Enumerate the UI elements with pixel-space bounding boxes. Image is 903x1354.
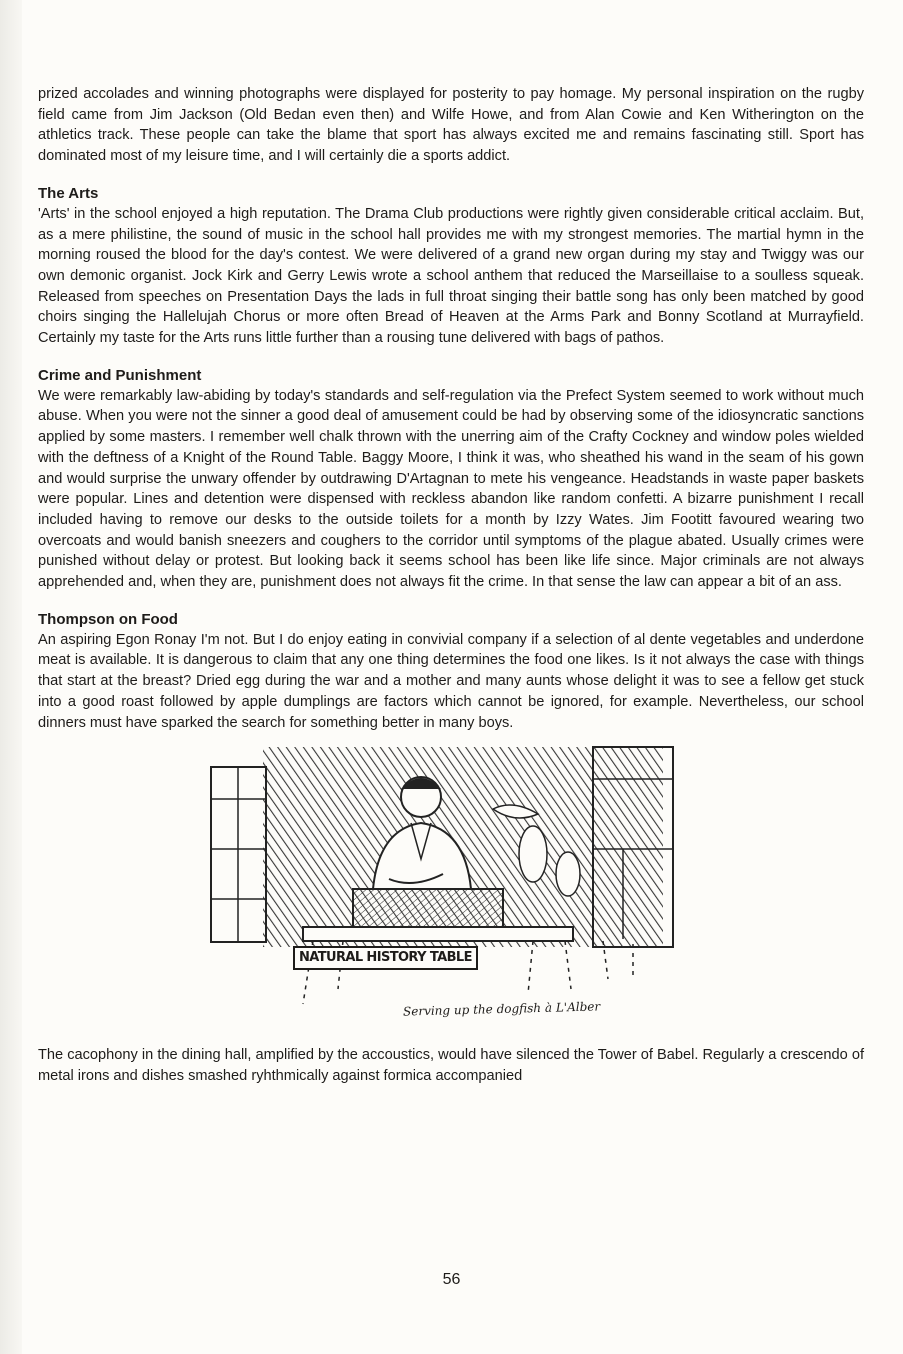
section-body: 'Arts' in the school enjoyed a high reputation. The Drama Club productions were rightly given considerable critical acclaim. But, as a mere philistine, the sound of music in the school hall provides me with my strongest memories. The martial hymn in the morning roused the blood for the day's contest. We were delivered of a grand new organ during my stay and Twiggy was our own demonic organist. Jock Kirk and Gerry Lewis wrote a school anthem that reduced the Marseillaise to a soulless squeak. Released from speeches on Presentation Days the lads in full throat singing their battle song has only been matched by good choirs singing the Hallelujah Chorus or more often Bread of Heaven at the Arms Park and Bonny Scotland at Murrayfield. Certainly my taste for the Arts runs little further than a rousing tune delivered with bags of pathos. (38, 205, 864, 347)
closing-paragraph: The cacophony in the dining hall, amplified by the accoustics, would have silenced the Tower of Babel. Regularly a crescendo of metal irons and dishes smashed ryhthmically against formica accompanied (38, 1047, 864, 1084)
natural-history-table-sketch (203, 739, 683, 1039)
section-body: An aspiring Egon Ronay I'm not. But I do enjoy eating in convivial company if a selection of al dente vegetables and underdone meat is available. It is dangerous to claim that any one thing determines the food one likes. Is it not always the case with things that start at the breast? Dried egg during the war and a mother and many aunts whose delight it was to see a fellow get stuck into a good roast followed by apple dumplings are factors which cannot be ignored, for example. Nevertheless, our school dinners must have sparked the search for something better in many boys. (38, 631, 864, 731)
page-number: 56 (442, 1271, 461, 1288)
section-heading: Thompson on Food (38, 610, 178, 628)
page-gutter-shadow (0, 0, 22, 1354)
document-page (38, 84, 864, 1087)
section-body: We were remarkably law-abiding by today's standards and self-regulation via the Prefect System seemed to work without much abuse. When you were not the sinner a good deal of amusement could be had by observing some of the idiosyncratic sanctions applied by some masters. I remember well chalk thrown with the unerring aim of the Crafty Cockney and window poles wielded with the deftness of a Knight of the Round Table. Baggy Moore, I think it was, who sheathed his wand in the seam of his gown and would surprise the unwary offender by outdrawing D'Artagnan to mete his vengeance. Headstands in waste paper baskets were popular. Lines and detention were dispensed with reckless abandon like random confetti. A bizarre punishment I recall included having to remove our desks to the outside toilets for a month by Izzy Wates. Jim Footitt favoured wearing two overcoats and would banish sneezers and coughers to the corridor until symptoms of the plague abated. Usually crimes were punished without delay or protest. But looking back it seems school has been like life since. Major criminals are not always apprehended and, when they are, punishment does not always fit the crime. In that sense the law can appear a bit of an ass. (38, 387, 864, 591)
section-heading: The Arts (38, 184, 99, 202)
intro-paragraph: prized accolades and winning photographs were displayed for posterity to pay homage. My personal inspiration on the rugby field came from Jim Jackson (Old Bedan even then) and Wilfe Howe, and from Alan Cowie and Ken Witherington on the athletics track. These people can take the blame that sport has always excited me and remains fascinating still. Sport has dominated most of my leisure time, and I will certainly die a sports addict. (38, 86, 864, 165)
sketch-drawing (203, 739, 683, 1039)
section-crime-and-punishment (38, 366, 864, 593)
section-the-arts (38, 184, 864, 349)
section-heading: Crime and Punishment (38, 366, 202, 384)
section-thompson-on-food (38, 610, 864, 734)
sketch-caption: Serving up the dogfish à L'Alber (402, 999, 601, 1019)
natural-history-table-sign: NATURAL HISTORY TABLE (293, 946, 478, 970)
